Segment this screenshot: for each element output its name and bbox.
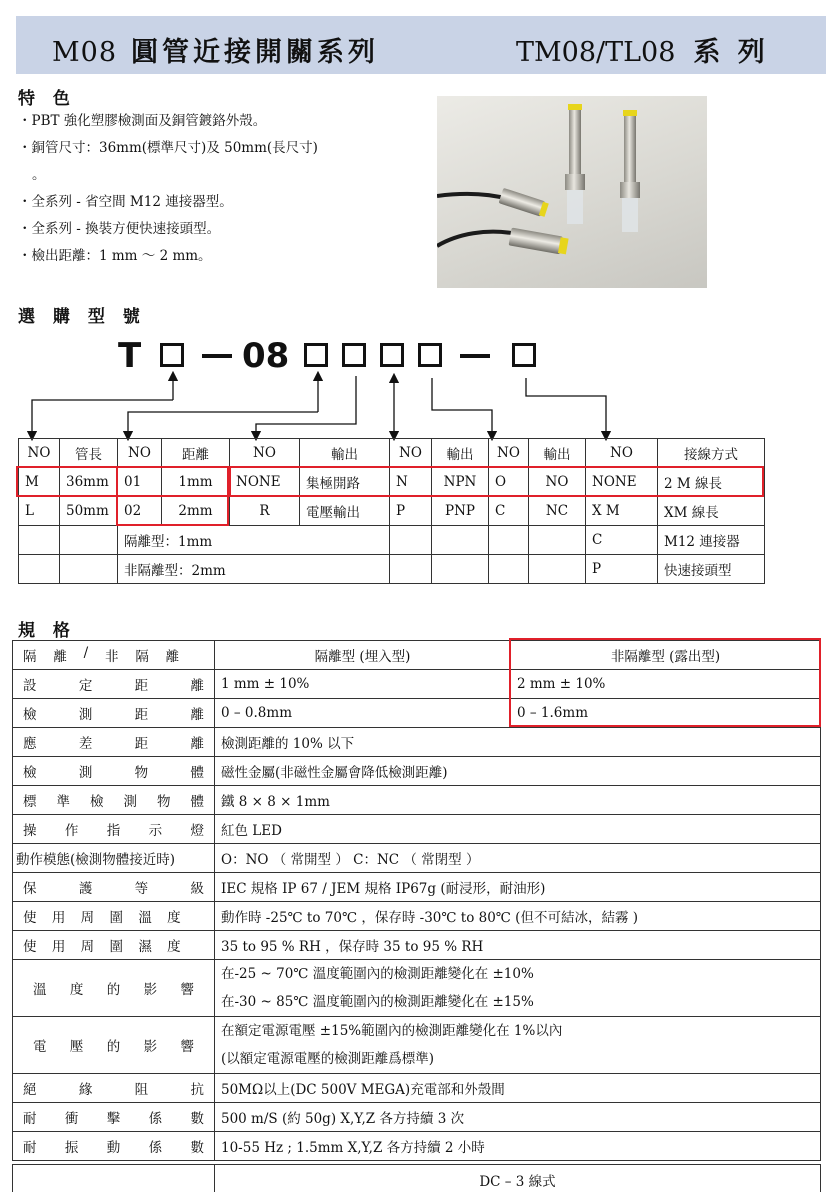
header-cell: 輸出 (432, 439, 489, 468)
feature-item: ・全系列 - 換裝方便快速接頭型。 (18, 221, 221, 237)
spec-title: 規 格 (18, 621, 76, 641)
table-row (13, 699, 821, 728)
table-row (13, 902, 821, 931)
table-cell: 36mm (60, 468, 118, 497)
table-cell: C (489, 497, 529, 526)
header-cell: NO (230, 439, 300, 468)
order-code-table (18, 438, 765, 584)
row-label: 檢 測 距 離 (13, 699, 215, 728)
table-cell: 磁性金屬(非磁性金屬會降低檢測距離) (215, 757, 821, 786)
row-label: 溫 度 的 影 響 (13, 960, 215, 1017)
feature-item: ・銅管尺寸：36mm(標準尺寸)及 50mm(長尺寸) 。 (18, 140, 318, 183)
table-cell: XM 線長 (658, 497, 765, 526)
table-cell: 動作時 -25℃ to 70℃ ，保存時 -30℃ to 80℃ (但不可結冰，結霧 ) (215, 902, 821, 931)
product-photo (437, 96, 707, 288)
table-row (13, 873, 821, 902)
table-cell: 0 – 1.6mm (511, 699, 821, 728)
table-cell: NC (529, 497, 586, 526)
order-title: 選 購 型 號 (18, 307, 146, 327)
code-dash (460, 354, 490, 358)
table-cell: 10-55 Hz ; 1.5mm X,Y,Z 各方持續 2 小時 (215, 1132, 821, 1161)
right-series: 系 列 (693, 37, 769, 68)
table-cell: PNP (432, 497, 489, 526)
table-cell: 2 M 線長 (658, 468, 765, 497)
table-cell: 50MΩ以上(DC 500V MEGA)充電部和外殼間 (215, 1074, 821, 1103)
table-row (19, 468, 765, 497)
row-label: 絕 緣 阻 抗 (13, 1074, 215, 1103)
table-row (13, 728, 821, 757)
column-header: 隔離型 (埋入型) (215, 641, 511, 670)
header-cell: 輸出 (529, 439, 586, 468)
table-cell: O：NO （ 常開型 ） C：NC （ 常閉型 ） (215, 844, 821, 873)
table-cell: M12 連接器 (658, 526, 765, 555)
table-cell: 快速接頭型 (658, 555, 765, 584)
table-cell: 隔離型：1mm (118, 526, 390, 555)
table-cell: 紅色 LED (215, 815, 821, 844)
table-cell: 0 – 0.8mm (215, 699, 511, 728)
right-model: TM08/TL08 (516, 37, 676, 68)
code-box-polarity (380, 343, 404, 367)
table-cell: N (390, 468, 432, 497)
table-cell: 02 (118, 497, 162, 526)
row-label: 保 護 等 級 (13, 873, 215, 902)
table-cell: NPN (432, 468, 489, 497)
row-label: 標 準 檢 測 物 體 (13, 786, 215, 815)
code-prefix-t: T (118, 336, 142, 376)
table-row (19, 497, 765, 526)
header-cell: NO (118, 439, 162, 468)
feature-item: ・檢出距離：1 mm ～ 2 mm。 (18, 248, 212, 264)
table-cell: L (19, 497, 60, 526)
row-label: 隔 離 / 非 隔 離 (13, 641, 215, 670)
header-cell: 接線方式 (658, 439, 765, 468)
row-label: 應 差 距 離 (13, 728, 215, 757)
features-title: 特 色 (18, 89, 76, 109)
title-banner (16, 16, 826, 74)
row-label: 設 定 距 離 (13, 670, 215, 699)
header-cell: NO (390, 439, 432, 468)
row-label: 使 用 周 圍 溫 度 (13, 902, 215, 931)
table-cell: NONE (230, 468, 300, 497)
table-cell: P (586, 555, 658, 584)
code-box-wiring (512, 343, 536, 367)
table-cell: 35 to 95 % RH ，保存時 35 to 95 % RH (215, 931, 821, 960)
table-cell: C (586, 526, 658, 555)
sensor-illustration (437, 96, 707, 288)
table-cell: 非隔離型：2mm (118, 555, 390, 584)
table-cell: M (19, 468, 60, 497)
banner-right-title (516, 30, 769, 69)
table-cell: NO (529, 468, 586, 497)
model-name: M08 (52, 37, 118, 68)
table-row (13, 960, 821, 1017)
table-cell: O (489, 468, 529, 497)
table-row (13, 844, 821, 873)
table-cell: 集極開路 (300, 468, 390, 497)
table-row (19, 555, 765, 584)
code-box-tube (160, 343, 184, 367)
table-cell: 500 m/S (約 50g) X,Y,Z 各方持續 3 次 (215, 1103, 821, 1132)
row-label: 檢 測 物 體 (13, 757, 215, 786)
row-label: 動作模態(檢測物體接近時) (13, 844, 215, 873)
row-label: 耐 衝 擊 係 數 (13, 1103, 215, 1132)
table-cell: 在額定電源電壓 ±15%範圍內的檢測距離變化在 1%以內 (以額定電源電壓的檢測距離爲標準) (215, 1017, 821, 1074)
feature-item: ・PBT 強化塑膠檢測面及銅管鍍鉻外殼。 (18, 113, 267, 129)
feature-item: ・全系列 - 省空間 M12 連接器型。 (18, 194, 233, 210)
column-header: 非隔離型 (露出型) (511, 641, 821, 670)
table-cell: 2mm (162, 497, 230, 526)
code-box-output (342, 343, 366, 367)
row-label: 使 用 周 圍 濕 度 (13, 931, 215, 960)
table-cell: 電壓輸出 (300, 497, 390, 526)
table-cell: X M (586, 497, 658, 526)
table-cell: R (230, 497, 300, 526)
header-cell: 輸出 (300, 439, 390, 468)
table-cell: 鐵 8 × 8 × 1mm (215, 786, 821, 815)
table-row (13, 786, 821, 815)
table-row (13, 1103, 821, 1132)
table-cell: 在-25 ~ 70℃ 溫度範圍內的檢測距離變化在 ±10% 在-30 ~ 85℃ 溫度範圍內的檢測距離變化在 ±15% (215, 960, 821, 1017)
table-row (19, 526, 765, 555)
header-cell: NO (489, 439, 529, 468)
header-cell: 距離 (162, 439, 230, 468)
table-cell: IEC 規格 IP 67 / JEM 規格 IP67g (耐浸形，耐油形) (215, 873, 821, 902)
banner-left-title (52, 30, 379, 69)
table-row (13, 815, 821, 844)
header-cell: 管長 (60, 439, 118, 468)
table-cell: 檢測距離的 10% 以下 (215, 728, 821, 757)
table-cell: 2 mm ± 10% (511, 670, 821, 699)
table-cell: 50mm (60, 497, 118, 526)
series-title: 圓管近接開關系列 (131, 37, 380, 68)
table-row (13, 1165, 821, 1192)
table-row (13, 641, 821, 670)
table-row (13, 931, 821, 960)
code-size-08: 08 (242, 336, 290, 376)
table-cell: 01 (118, 468, 162, 497)
table-cell: P (390, 497, 432, 526)
features-list (18, 108, 318, 270)
table-row (19, 439, 765, 468)
table-row (13, 1132, 821, 1161)
table-row (13, 1074, 821, 1103)
spec-table (12, 640, 821, 1161)
header-cell: NO (19, 439, 60, 468)
row-label: 電 壓 的 影 響 (13, 1017, 215, 1074)
row-label: 操 作 指 示 燈 (13, 815, 215, 844)
table-row (13, 757, 821, 786)
code-box-contact (418, 343, 442, 367)
table-row (13, 670, 821, 699)
table-row (13, 1017, 821, 1074)
row-label: 耐 振 動 係 數 (13, 1132, 215, 1161)
code-dash (202, 354, 232, 358)
table-cell: 1mm (162, 468, 230, 497)
header-cell: NO (586, 439, 658, 468)
table-cell: DC – 3 線式 (215, 1165, 821, 1192)
code-box-distance (304, 343, 328, 367)
wiring-spec-table (12, 1164, 821, 1192)
table-cell: NONE (586, 468, 658, 497)
table-cell: 1 mm ± 10% (215, 670, 511, 699)
